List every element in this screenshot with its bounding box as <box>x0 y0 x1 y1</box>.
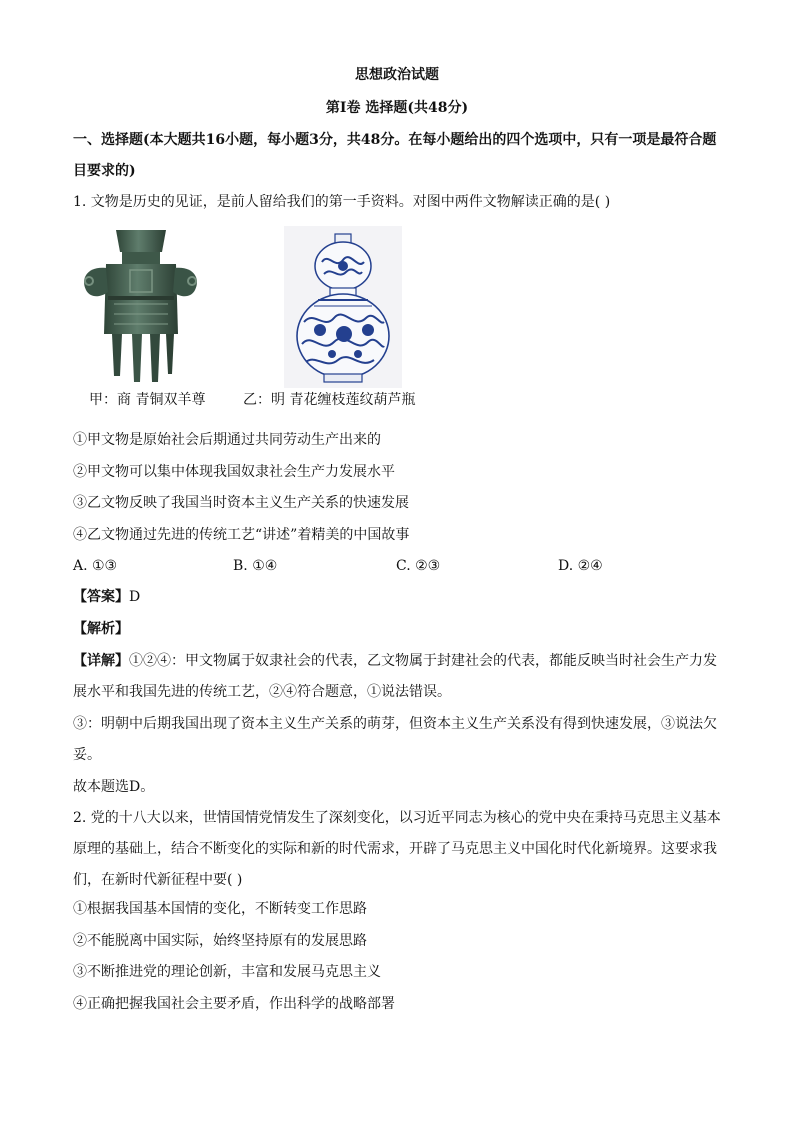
question-2-stem-line-2: 原理的基础上，结合不断变化的实际和新的时代需求，开辟了马克思主义中国化时代化新境界。这要求我 <box>73 841 717 857</box>
q1-option-b: B. ①④ <box>233 558 278 574</box>
section-heading-line1: 一、选择题(本大题共16小题，每小题3分，共48分。在每小题给出的四个选项中，只有一项是最符合题 <box>73 132 717 148</box>
answer-value: D <box>129 589 141 605</box>
q1-detail-line-4: 妥。 <box>73 747 101 763</box>
q1-statement-2: ②甲文物可以集中体现我国奴隶社会生产力发展水平 <box>73 464 395 480</box>
q1-statement-1: ①甲文物是原始社会后期通过共同劳动生产出来的 <box>73 432 381 448</box>
q1-statement-4: ④乙文物通过先进的传统工艺“讲述”着精美的中国故事 <box>73 527 410 543</box>
question-2-stem-line-1: 2. 党的十八大以来，世情国情党情发生了深刻变化，以习近平同志为核心的党中央在秉持马克思主义基本 <box>73 810 721 826</box>
q1-detail-line-1 <box>73 652 717 670</box>
porcelain-gourd-vase-image <box>284 226 402 388</box>
q2-statement-2: ②不能脱离中国实际，始终坚持原有的发展思路 <box>73 933 367 949</box>
q1-option-c: C. ②③ <box>396 558 441 574</box>
q1-detail-line-2: 展水平和我国先进的传统工艺，②④符合题意，①说法错误。 <box>73 684 451 700</box>
section-heading-line2: 目要求的) <box>73 163 136 179</box>
question-2-stem-line-3: 们，在新时代新征程中要( ) <box>73 872 243 888</box>
bronze-zun-image <box>78 226 203 386</box>
q1-statement-3: ③乙文物反映了我国当时资本主义生产关系的快速发展 <box>73 495 409 511</box>
q2-statement-1: ①根据我国基本国情的变化，不断转变工作思路 <box>73 901 367 917</box>
q1-answer <box>73 588 140 606</box>
paper-subtitle: 第Ⅰ卷 选择题(共48分) <box>325 100 469 116</box>
q1-detail-line-3: ③：明朝中后期我国出现了资本主义生产关系的萌芽，但资本主义生产关系没有得到快速发展，③说法欠 <box>73 716 717 732</box>
question-1-stem: 1. 文物是历史的见证，是前人留给我们的第一手资料。对图中两件文物解读正确的是( ) <box>73 194 611 210</box>
page-title: 思想政治试题 <box>355 67 439 83</box>
caption-bronze-zun: 甲：商 青铜双羊尊 <box>89 392 206 408</box>
caption-gourd-vase: 乙：明 青花缠枝莲纹葫芦瓶 <box>243 392 416 408</box>
detail-text-1: ①②④：甲文物属于奴隶社会的代表，乙文物属于封建社会的代表，都能反映当时社会生产力发 <box>129 653 717 669</box>
q1-option-d: D. ②④ <box>558 558 603 574</box>
q2-statement-4: ④正确把握我国社会主要矛盾，作出科学的战略部署 <box>73 996 395 1012</box>
answer-tag: 【答案】 <box>73 589 129 605</box>
detail-tag: 【详解】 <box>73 653 129 669</box>
analysis-tag: 【解析】 <box>73 621 129 637</box>
q1-conclusion: 故本题选D。 <box>73 779 155 795</box>
q1-option-a: A. ①③ <box>73 558 118 574</box>
q2-statement-3: ③不断推进党的理论创新，丰富和发展马克思主义 <box>73 964 381 980</box>
